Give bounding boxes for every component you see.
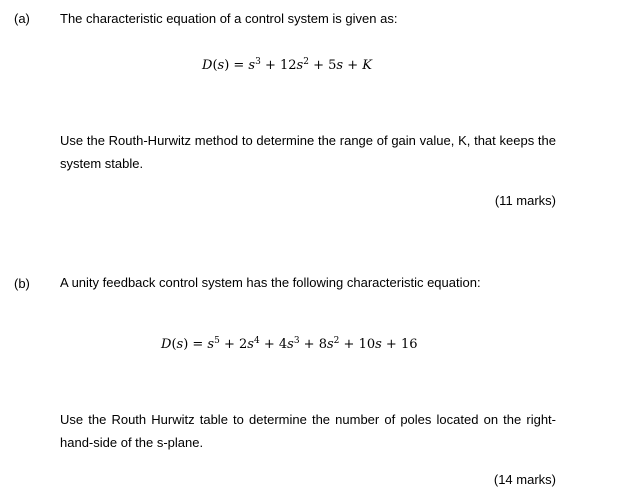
part-a-label: (a) bbox=[14, 11, 30, 26]
equation-term: + 16 bbox=[381, 337, 418, 352]
equation-term: $s^3$ bbox=[248, 57, 261, 73]
equation-arg: s bbox=[217, 58, 225, 73]
part-b-equation: $D(s) = s^5 + 2s^4 + 4s^3 + 8s^2 + 10s + 16$ bbox=[161, 336, 418, 352]
equation-term: + 10s bbox=[339, 337, 382, 352]
equation-term: + $4s^3$ bbox=[259, 336, 300, 352]
part-a-marks: (11 marks) bbox=[494, 193, 556, 208]
equation-term: + $2s^4$ bbox=[219, 336, 260, 352]
equation-term: + K bbox=[343, 58, 372, 73]
part-b-question: Use the Routh Hurwitz table to determine the number of poles located on the right-hand-side of the s-plane. bbox=[60, 412, 556, 450]
part-b-label: (b) bbox=[14, 276, 30, 291]
equation-term: + 5s bbox=[308, 58, 344, 73]
equation-term: + $12s^2$ bbox=[260, 57, 309, 73]
part-b-intro: A unity feedback control system has the following characteristic equation: bbox=[60, 275, 481, 290]
part-a-question: Use the Routh-Hurwitz method to determine the range of gain value, K, that keeps the system stable. bbox=[60, 133, 556, 171]
equation-arg: s bbox=[176, 337, 184, 352]
equation-lhs: D bbox=[161, 337, 172, 352]
equation-lhs: D bbox=[202, 58, 213, 73]
part-b-marks: (14 marks) bbox=[493, 472, 556, 487]
part-a-intro: The characteristic equation of a control system is given as: bbox=[60, 11, 398, 26]
part-a-equation: $D(s) = s^3 + 12s^2 + 5s + K$ bbox=[202, 57, 372, 73]
equation-term: + $8s^2$ bbox=[299, 336, 340, 352]
equation-term: $s^5$ bbox=[207, 336, 220, 352]
